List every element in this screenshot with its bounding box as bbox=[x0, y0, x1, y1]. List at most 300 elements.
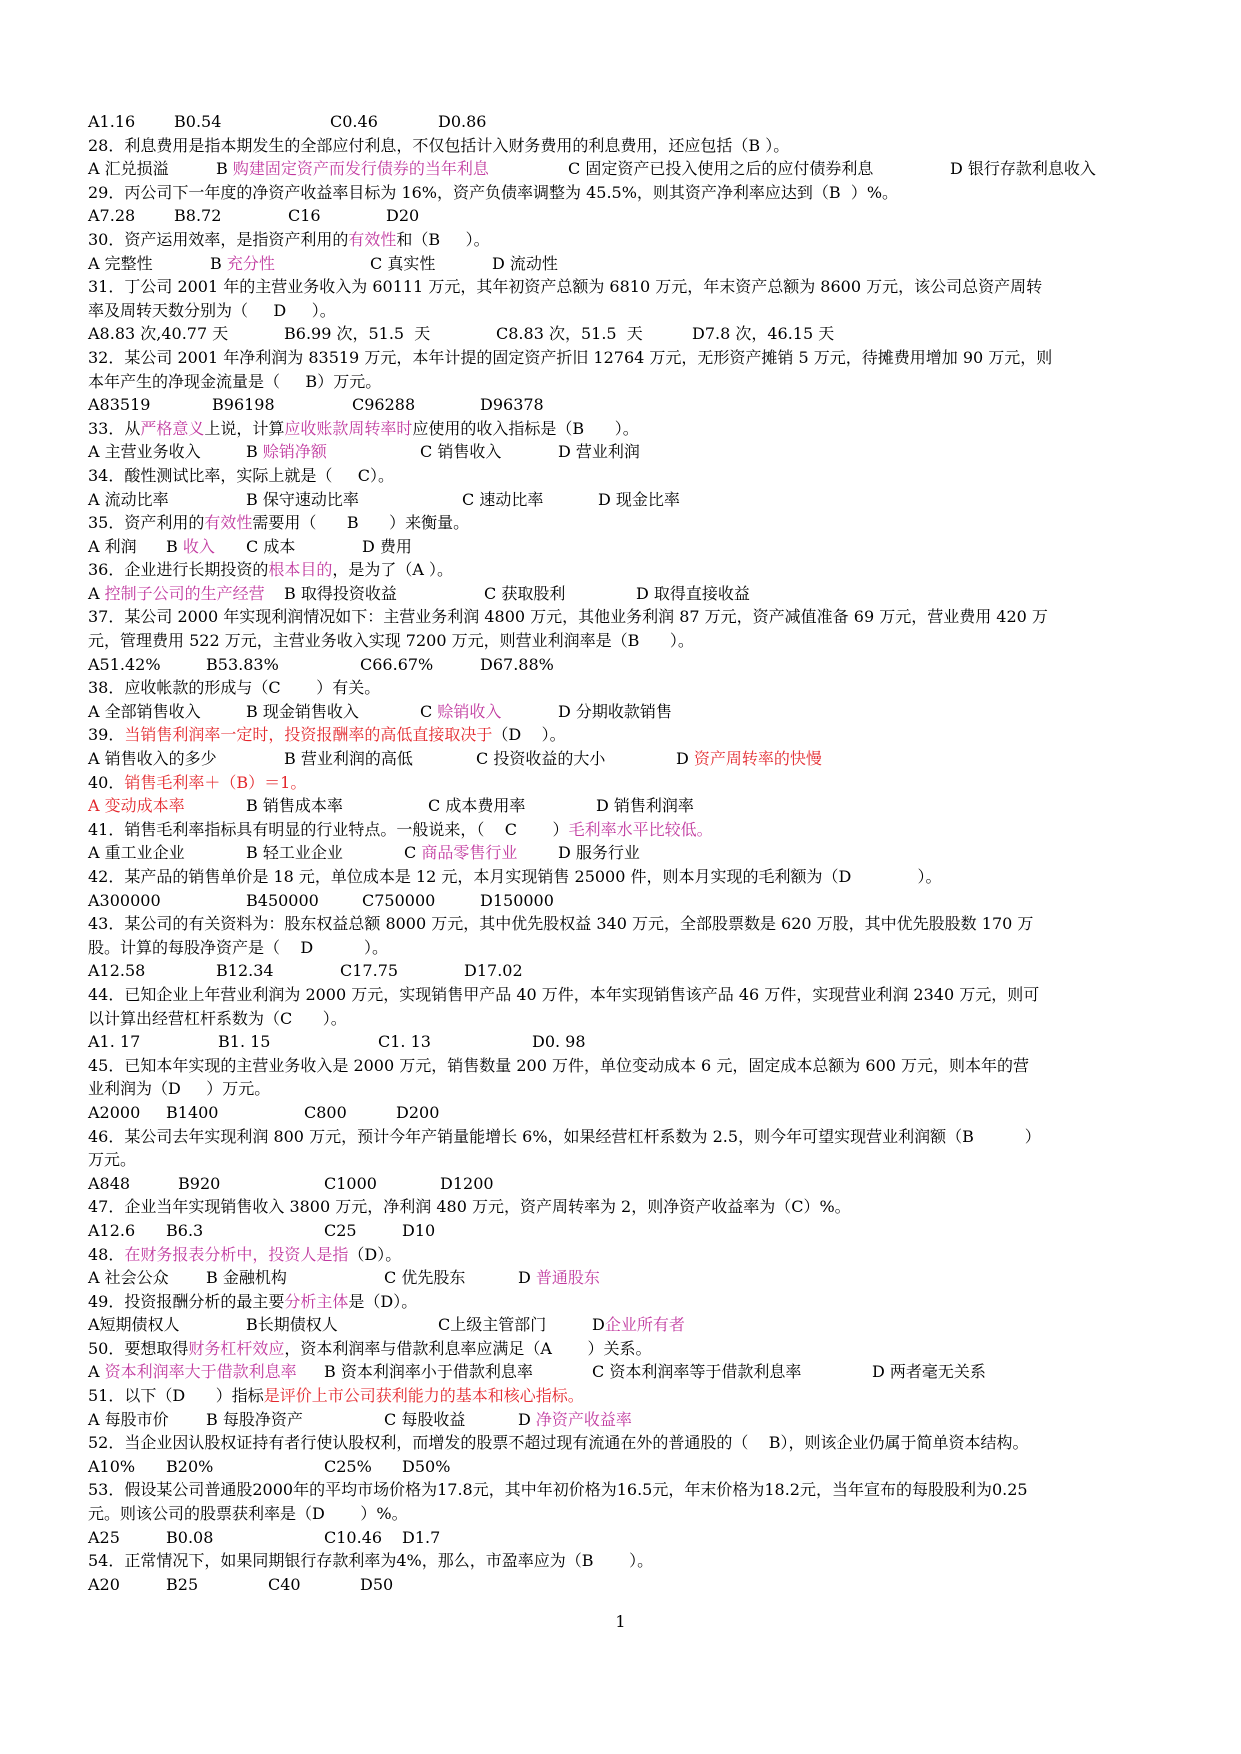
text-segment: 35．资产利用的 bbox=[88, 513, 205, 533]
text-segment: ，资本利润率与借款利息率应满足（A ）关系。 bbox=[284, 1338, 652, 1358]
text-segment: B96198 bbox=[212, 395, 275, 415]
text-segment: A 全部销售收入 bbox=[88, 701, 201, 721]
question-line bbox=[88, 1148, 1138, 1172]
text-segment: C40 bbox=[268, 1574, 301, 1594]
text-segment: C25% bbox=[324, 1456, 372, 1476]
text-segment: 28．利息费用是指本期发生的全部应付利息，不仅包括计入财务费用的利息费用，还应包括（B ）。 bbox=[88, 135, 790, 155]
answer-option bbox=[88, 1219, 135, 1243]
text-segment: 47．企业当年实现销售收入 3800 万元，净利润 480 万元，资产周转率为 2，则净资产收益率为（C）%。 bbox=[88, 1197, 851, 1217]
text-segment: 45．已知本年实现的主营业务收入是 2000 万元，销售数量 200 万件，单位变动成本 6 元，固定成本总额为 600 万元，则本年的营 bbox=[88, 1055, 1030, 1075]
text-segment: C750000 bbox=[362, 890, 436, 910]
answer-option bbox=[88, 1526, 120, 1550]
question-line bbox=[88, 558, 1138, 582]
text-segment: 和（B ）。 bbox=[396, 229, 490, 249]
text-segment: D50 bbox=[360, 1574, 394, 1594]
answer-option bbox=[568, 157, 873, 181]
answer-option bbox=[428, 794, 525, 818]
text-segment: B12.34 bbox=[216, 961, 274, 981]
text-segment: 上说，计算 bbox=[204, 418, 285, 438]
text-segment: B 每股净资产 bbox=[206, 1409, 303, 1429]
answer-option bbox=[558, 700, 672, 724]
highlighted-text: 有效性 bbox=[204, 513, 253, 533]
text-segment: B0.08 bbox=[166, 1527, 214, 1547]
text-segment: D 取得直接收益 bbox=[636, 583, 750, 603]
answer-option bbox=[324, 1172, 377, 1196]
question-line bbox=[88, 1054, 1138, 1078]
text-segment: D 销售利润率 bbox=[596, 796, 694, 816]
answer-option bbox=[384, 1266, 465, 1290]
text-segment: B 销售成本率 bbox=[246, 796, 343, 816]
answer-option bbox=[246, 535, 295, 559]
answer-option bbox=[378, 1030, 431, 1054]
options-line bbox=[88, 1030, 1138, 1054]
answer-option bbox=[88, 1030, 140, 1054]
answer-option bbox=[384, 1408, 465, 1432]
text-segment: D 现金比率 bbox=[598, 489, 680, 509]
highlighted-text: A 变动成本率 bbox=[88, 796, 185, 816]
options-line bbox=[88, 322, 1138, 346]
text-segment: A25 bbox=[88, 1527, 120, 1547]
answer-option bbox=[246, 440, 327, 464]
text-segment: C 每股收益 bbox=[384, 1409, 466, 1429]
text-segment: C 固定资产已投入使用之后的应付债券利息 bbox=[568, 159, 874, 179]
text-segment: 33．从 bbox=[88, 418, 141, 438]
text-segment: B53.83% bbox=[206, 654, 279, 674]
text-segment: A1. 17 bbox=[88, 1032, 141, 1052]
text-segment: 元。则该公司的股票获利率是（D ）%。 bbox=[88, 1504, 408, 1524]
text-segment: A10% bbox=[88, 1456, 136, 1476]
text-segment: A83519 bbox=[88, 395, 151, 415]
question-line bbox=[88, 1243, 1138, 1267]
answer-option bbox=[246, 889, 319, 913]
text-segment: 50．要想取得 bbox=[88, 1338, 189, 1358]
text-segment: （D ）。 bbox=[492, 725, 566, 745]
answer-option bbox=[88, 653, 161, 677]
answer-option bbox=[166, 1526, 213, 1550]
answer-option bbox=[558, 841, 640, 865]
text-segment: C 投资收益的大小 bbox=[476, 749, 606, 769]
answer-option bbox=[484, 582, 565, 606]
answer-option bbox=[216, 157, 489, 181]
question-line bbox=[88, 1337, 1138, 1361]
options-line bbox=[88, 157, 1138, 181]
highlighted-text: 在财务报表分析中，投资人是指 bbox=[124, 1244, 349, 1264]
answer-option bbox=[324, 1455, 372, 1479]
answer-option bbox=[166, 1219, 203, 1243]
answer-option bbox=[676, 747, 822, 771]
options-line bbox=[88, 1101, 1138, 1125]
answer-option bbox=[88, 1573, 120, 1597]
highlighted-text: 毛利率水平比较低。 bbox=[568, 819, 713, 839]
text-segment: 41．销售毛利率指标具有明显的行业特点。一般说来，（ C ） bbox=[88, 819, 569, 839]
highlighted-text: 财务杠杆效应 bbox=[188, 1338, 285, 1358]
answer-option bbox=[480, 653, 554, 677]
text-segment: 49．投资报酬分析的最主要 bbox=[88, 1291, 285, 1311]
highlighted-text: 企业所有者 bbox=[604, 1315, 685, 1335]
text-segment: A51.42% bbox=[88, 654, 161, 674]
answer-option bbox=[88, 1455, 135, 1479]
answer-option bbox=[246, 1313, 338, 1337]
question-line bbox=[88, 1077, 1138, 1101]
options-line bbox=[88, 1573, 1138, 1597]
text-segment: 32．某公司 2001 年净利润为 83519 万元，本年计提的固定资产折旧 12764 万元，无形资产摊销 5 万元，待摊费用增加 90 万元，则 bbox=[88, 347, 1053, 367]
options-line bbox=[88, 110, 1138, 134]
text-segment: 30．资产运用效率，是指资产利用的 bbox=[88, 229, 349, 249]
options-line bbox=[88, 1172, 1138, 1196]
answer-option bbox=[518, 1266, 600, 1290]
text-segment: 31．丁公司 2001 年的主营业务收入为 60111 万元，其年初资产总额为 6810 万元，年末资产总额为 8600 万元，该公司总资产周转 bbox=[88, 277, 1043, 297]
question-line bbox=[88, 818, 1138, 842]
text-segment: B8.72 bbox=[174, 206, 222, 226]
question-line bbox=[88, 771, 1138, 795]
text-segment: A 主营业务收入 bbox=[88, 442, 201, 462]
options-line bbox=[88, 1219, 1138, 1243]
text-segment: D0.86 bbox=[438, 112, 487, 131]
text-segment: A bbox=[88, 1362, 105, 1382]
answer-option bbox=[402, 1219, 435, 1243]
text-segment: B bbox=[166, 536, 183, 556]
highlighted-text: 资产周转率的快慢 bbox=[693, 749, 822, 769]
answer-option bbox=[218, 1030, 270, 1054]
question-line bbox=[88, 228, 1138, 252]
text-segment: 43．某公司的有关资料为：股东权益总额 8000 万元，其中优先股权益 340 万元，全部股票数是 620 万股，其中优先股股数 170 万 bbox=[88, 914, 1034, 934]
options-line bbox=[88, 1455, 1138, 1479]
text-segment: B bbox=[246, 442, 263, 462]
text-segment: A 利润 bbox=[88, 536, 137, 556]
answer-option bbox=[284, 582, 397, 606]
answer-option bbox=[438, 110, 486, 134]
options-line bbox=[88, 582, 1138, 606]
text-segment: C 真实性 bbox=[370, 253, 436, 273]
answer-option bbox=[88, 535, 137, 559]
question-line bbox=[88, 865, 1138, 889]
answer-option bbox=[496, 322, 643, 346]
text-segment: B1. 15 bbox=[218, 1032, 271, 1052]
answer-option bbox=[362, 535, 412, 559]
answer-option bbox=[480, 889, 554, 913]
highlighted-text: 应收账款周转率时 bbox=[284, 418, 413, 438]
answer-option bbox=[246, 794, 343, 818]
question-line bbox=[88, 275, 1138, 299]
answer-option bbox=[324, 1219, 357, 1243]
answer-option bbox=[88, 322, 228, 346]
options-line bbox=[88, 889, 1138, 913]
text-segment: A2000 bbox=[88, 1102, 141, 1122]
answer-option bbox=[88, 747, 217, 771]
answer-option bbox=[324, 1360, 533, 1384]
text-segment: B6.3 bbox=[166, 1220, 204, 1240]
answer-option bbox=[88, 110, 135, 134]
text-segment: C800 bbox=[304, 1102, 347, 1122]
question-line bbox=[88, 1384, 1138, 1408]
answer-option bbox=[88, 1172, 130, 1196]
text-segment: 53．假设某公司普通股2000年的平均市场价格为17.8元，其中年初价格为16.5元，年末价格为18.2元，当年宣布的每股股利为0.25 bbox=[88, 1480, 1028, 1500]
answer-option bbox=[480, 393, 544, 417]
answer-option bbox=[166, 1455, 213, 1479]
answer-option bbox=[88, 1101, 140, 1125]
text-segment: C8.83 次，51.5 天 bbox=[496, 324, 643, 344]
question-line bbox=[88, 912, 1138, 936]
answer-option bbox=[872, 1360, 986, 1384]
question-line bbox=[88, 723, 1138, 747]
text-segment: B 轻工业企业 bbox=[246, 843, 343, 863]
question-line bbox=[88, 1007, 1138, 1031]
answer-option bbox=[206, 1266, 287, 1290]
answer-option bbox=[476, 747, 605, 771]
text-segment: B bbox=[210, 253, 227, 273]
text-segment: D150000 bbox=[480, 890, 554, 910]
text-segment: D 两者毫无关系 bbox=[872, 1362, 986, 1382]
options-line bbox=[88, 653, 1138, 677]
question-line bbox=[88, 417, 1138, 441]
answer-option bbox=[88, 582, 265, 606]
text-segment: 以计算出经营杠杆系数为（C ）。 bbox=[88, 1008, 347, 1028]
answer-option bbox=[288, 204, 321, 228]
question-line bbox=[88, 605, 1138, 629]
text-segment: 股。计算的每股净资产是（ D ）。 bbox=[88, 937, 389, 957]
question-line bbox=[88, 1125, 1138, 1149]
answer-option bbox=[360, 653, 433, 677]
text-segment: A7.28 bbox=[88, 206, 136, 226]
answer-option bbox=[636, 582, 750, 606]
text-segment: 业利润为（D ）万元。 bbox=[88, 1079, 271, 1099]
text-segment: C 优先股东 bbox=[384, 1268, 466, 1288]
text-segment: 37．某公司 2000 年实现利润情况如下：主营业务利润 4800 万元，其他业务利润 87 万元，资产减值准备 69 万元，营业费用 420 万 bbox=[88, 607, 1048, 627]
text-segment: 54．正常情况下，如果同期银行存款利率为4%，那么，市盈率应为（B ）。 bbox=[88, 1551, 654, 1571]
answer-option bbox=[596, 794, 694, 818]
text-segment: D 费用 bbox=[362, 536, 412, 556]
text-segment: 52．当企业因认股权证持有者行使认股权利，而增发的股票不超过现有流通在外的普通股的（ B），则该企业仍属于简单资本结构。 bbox=[88, 1433, 1029, 1453]
text-segment: A 社会公众 bbox=[88, 1268, 169, 1288]
text-segment: D20 bbox=[386, 206, 420, 226]
options-line bbox=[88, 841, 1138, 865]
options-line bbox=[88, 794, 1138, 818]
answer-option bbox=[324, 1526, 382, 1550]
text-segment: C96288 bbox=[352, 395, 416, 415]
answer-option bbox=[352, 393, 415, 417]
answer-option bbox=[284, 322, 430, 346]
text-segment: D 营业利润 bbox=[558, 442, 640, 462]
text-segment: C 销售收入 bbox=[420, 442, 502, 462]
question-line bbox=[88, 936, 1138, 960]
answer-option bbox=[206, 653, 279, 677]
text-segment: C25 bbox=[324, 1220, 357, 1240]
answer-option bbox=[268, 1573, 301, 1597]
answer-option bbox=[396, 1101, 439, 1125]
answer-option bbox=[246, 700, 359, 724]
answer-option bbox=[88, 700, 201, 724]
text-segment: D0. 98 bbox=[532, 1032, 586, 1052]
highlighted-text: 普通股东 bbox=[535, 1268, 600, 1288]
text-segment: C10.46 bbox=[324, 1527, 383, 1547]
answer-option bbox=[212, 393, 275, 417]
highlighted-text: 根本目的 bbox=[268, 560, 333, 580]
question-line bbox=[88, 1478, 1138, 1502]
answer-option bbox=[438, 1313, 546, 1337]
answer-option bbox=[88, 1266, 169, 1290]
text-segment: D10 bbox=[402, 1220, 436, 1240]
options-line bbox=[88, 535, 1138, 559]
text-segment: D96378 bbox=[480, 395, 544, 415]
answer-option bbox=[592, 1313, 685, 1337]
text-segment: D17.02 bbox=[464, 961, 523, 981]
text-segment: D1.7 bbox=[402, 1527, 441, 1547]
options-line bbox=[88, 440, 1138, 464]
answer-option bbox=[340, 959, 398, 983]
text-segment: B20% bbox=[166, 1456, 214, 1476]
answer-option bbox=[88, 252, 153, 276]
highlighted-text: 赊销净额 bbox=[262, 442, 327, 462]
highlighted-text: 净资产收益率 bbox=[535, 1409, 632, 1429]
text-segment: A848 bbox=[88, 1173, 131, 1193]
text-segment: ，是为了（A ）。 bbox=[332, 560, 454, 580]
text-segment: 本年产生的净现金流量是（ B）万元。 bbox=[88, 371, 382, 391]
answer-option bbox=[402, 1526, 440, 1550]
highlighted-text: 资本利润率大于借款利息率 bbox=[104, 1362, 297, 1382]
text-segment: A短期债权人 bbox=[88, 1315, 180, 1335]
text-segment: D50% bbox=[402, 1456, 451, 1476]
text-segment: C0.46 bbox=[330, 112, 378, 131]
question-line bbox=[88, 134, 1138, 158]
answer-option bbox=[174, 204, 221, 228]
text-segment: 万元。 bbox=[88, 1150, 137, 1170]
answer-option bbox=[88, 1360, 297, 1384]
highlighted-text: 收入 bbox=[182, 536, 215, 556]
question-line bbox=[88, 181, 1138, 205]
answer-option bbox=[216, 959, 274, 983]
answer-option bbox=[88, 841, 185, 865]
options-line bbox=[88, 747, 1138, 771]
text-segment: 34．酸性测试比率，实际上就是（ C）。 bbox=[88, 465, 395, 485]
text-segment: D 服务行业 bbox=[558, 843, 640, 863]
text-segment: D67.88% bbox=[480, 654, 554, 674]
answer-option bbox=[518, 1408, 632, 1432]
answer-option bbox=[178, 1172, 220, 1196]
answer-option bbox=[88, 440, 201, 464]
text-segment: A 流动比率 bbox=[88, 489, 169, 509]
text-segment: D7.8 次，46.15 天 bbox=[692, 324, 835, 344]
text-segment: B 资本利润率小于借款利息率 bbox=[324, 1362, 533, 1382]
text-segment: B长期债权人 bbox=[246, 1315, 338, 1335]
text-segment: B 现金销售收入 bbox=[246, 701, 359, 721]
text-segment: 48． bbox=[88, 1244, 125, 1264]
options-line bbox=[88, 959, 1138, 983]
text-segment: B6.99 次，51.5 天 bbox=[284, 324, 431, 344]
text-segment: A12.58 bbox=[88, 961, 146, 981]
options-line bbox=[88, 1408, 1138, 1432]
text-segment: 29．丙公司下一年度的净资产收益率目标为 16%，资产负债率调整为 45.5%，则其资产净利率应达到（B ）%。 bbox=[88, 182, 899, 202]
question-line bbox=[88, 346, 1138, 370]
text-segment: 是（D）。 bbox=[348, 1291, 418, 1311]
text-segment: C1000 bbox=[324, 1173, 377, 1193]
answer-option bbox=[462, 488, 543, 512]
text-segment: B920 bbox=[178, 1173, 221, 1193]
answer-option bbox=[304, 1101, 347, 1125]
question-line bbox=[88, 464, 1138, 488]
text-segment: 51．以下（D ）指标 bbox=[88, 1386, 264, 1406]
text-segment: C 速动比率 bbox=[462, 489, 544, 509]
text-segment: B450000 bbox=[246, 890, 319, 910]
highlighted-text: 控制子公司的生产经营 bbox=[104, 583, 265, 603]
text-segment: A20 bbox=[88, 1574, 120, 1594]
highlighted-text: 有效性 bbox=[348, 229, 397, 249]
highlighted-text: 商品零售行业 bbox=[421, 843, 518, 863]
options-line bbox=[88, 393, 1138, 417]
text-segment: A300000 bbox=[88, 890, 161, 910]
text-segment: D200 bbox=[396, 1102, 440, 1122]
highlighted-text: 当销售利润率一定时，投资报酬率的高低直接取决于 bbox=[124, 725, 493, 745]
text-segment: C bbox=[404, 843, 422, 863]
text-segment: C66.67% bbox=[360, 654, 434, 674]
text-segment: C 获取股利 bbox=[484, 583, 566, 603]
highlighted-text: 赊销收入 bbox=[437, 701, 502, 721]
highlighted-text: 购建固定资产而发行债券的当年利息 bbox=[232, 159, 489, 179]
text-segment: C bbox=[420, 701, 438, 721]
text-segment: B25 bbox=[166, 1574, 199, 1594]
text-segment: 元，管理费用 522 万元，主营业务收入实现 7200 万元，则营业利润率是（B ）。 bbox=[88, 631, 694, 651]
answer-option bbox=[464, 959, 523, 983]
text-segment: （D）。 bbox=[348, 1244, 402, 1264]
text-segment: D bbox=[592, 1315, 605, 1335]
text-segment: A 重工业企业 bbox=[88, 843, 185, 863]
answer-option bbox=[88, 794, 185, 818]
answer-option bbox=[210, 252, 275, 276]
answer-option bbox=[88, 393, 150, 417]
answer-option bbox=[360, 1573, 393, 1597]
text-segment: B1400 bbox=[166, 1102, 219, 1122]
text-segment: B 取得投资收益 bbox=[284, 583, 397, 603]
text-segment: C 成本费用率 bbox=[428, 796, 526, 816]
answer-option bbox=[88, 1408, 169, 1432]
text-segment: A12.6 bbox=[88, 1220, 136, 1240]
text-segment: 36．企业进行长期投资的 bbox=[88, 560, 269, 580]
answer-option bbox=[206, 1408, 303, 1432]
text-segment: A1.16 bbox=[88, 112, 136, 131]
text-segment: 率及周转天数分别为（ D ）。 bbox=[88, 300, 336, 320]
answer-option bbox=[420, 700, 501, 724]
answer-option bbox=[166, 535, 215, 559]
options-line bbox=[88, 1526, 1138, 1550]
answer-option bbox=[88, 204, 135, 228]
options-line bbox=[88, 488, 1138, 512]
highlighted-text: 销售毛利率＋（B）＝1。 bbox=[124, 772, 307, 792]
answer-option bbox=[532, 1030, 586, 1054]
question-line bbox=[88, 1502, 1138, 1526]
highlighted-text: 充分性 bbox=[226, 253, 275, 273]
answer-option bbox=[592, 1360, 801, 1384]
text-segment: C上级主管部门 bbox=[438, 1315, 547, 1335]
text-segment: B bbox=[216, 159, 233, 179]
question-line bbox=[88, 1431, 1138, 1455]
text-segment: C1. 13 bbox=[378, 1032, 431, 1052]
answer-option bbox=[88, 1313, 180, 1337]
text-segment: C17.75 bbox=[340, 961, 399, 981]
text-segment: 38．应收帐款的形成与（C ）有关。 bbox=[88, 678, 381, 698]
question-line bbox=[88, 676, 1138, 700]
text-segment: 需要用（ B ）来衡量。 bbox=[252, 513, 470, 533]
options-line bbox=[88, 204, 1138, 228]
answer-option bbox=[246, 841, 343, 865]
answer-option bbox=[166, 1101, 218, 1125]
answer-option bbox=[88, 889, 161, 913]
text-segment: B 金融机构 bbox=[206, 1268, 287, 1288]
answer-option bbox=[88, 959, 145, 983]
question-line bbox=[88, 1549, 1138, 1573]
document-body bbox=[88, 110, 1138, 1596]
options-line bbox=[88, 1266, 1138, 1290]
text-segment: A bbox=[88, 583, 105, 603]
question-line bbox=[88, 629, 1138, 653]
